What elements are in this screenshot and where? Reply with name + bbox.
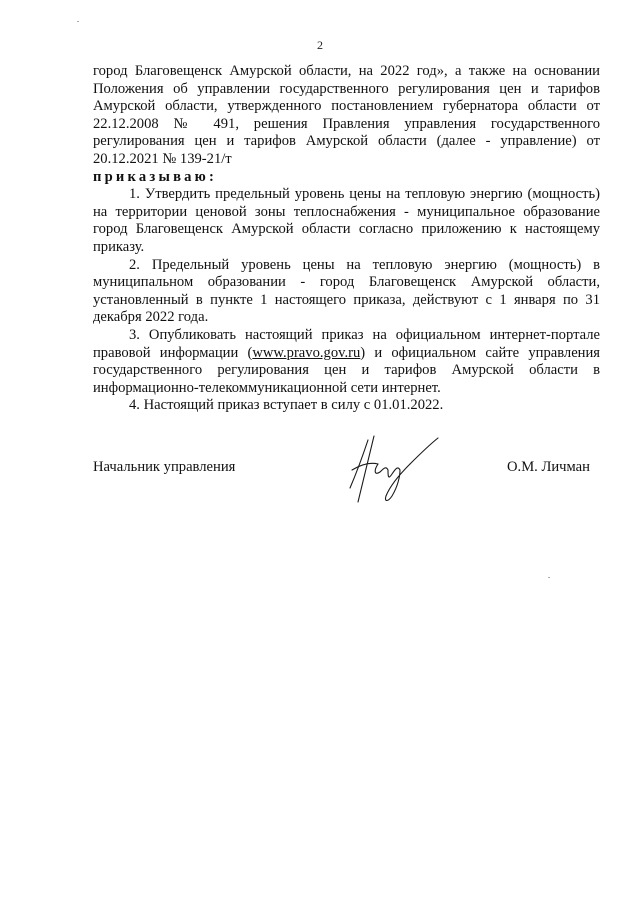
- item-4: 4. Настоящий приказ вступает в силу с 01.01.2022.: [129, 397, 444, 414]
- item-3-text-end: ) и официальном сайте управления государственного регулирования цен и тарифов Амурской области в информационно-телекоммуникационной сети интернет.: [93, 344, 601, 396]
- signatory-name: О.М. Личман: [507, 459, 590, 475]
- intro-paragraph: город Благовещенск Амурской области, на 2022 год», а также на основании Положения об управлении государственного регулирования цен и тарифов Амурской области, утвержденного постановлением губернатора области от 22.12.2008 № 491, решения Правления управления государственного регулирования цен и тарифов Амурской области (далее - управление) от 20.12.2021 № 139-21/т: [93, 63, 600, 167]
- handwritten-signature: [338, 430, 448, 510]
- document-body: [93, 63, 600, 415]
- item-3: [93, 327, 600, 397]
- signatory-title: Начальник управления: [93, 459, 236, 475]
- pravo-link[interactable]: www.pravo.gov.ru: [252, 344, 361, 361]
- page-number: 2: [317, 38, 323, 52]
- item-3-text-start: 3. Опубликовать настоящий приказ на официальном интернет-портале правовой информации (: [93, 326, 600, 361]
- scan-speck: [77, 21, 79, 22]
- item-1: 1. Утвердить предельный уровень цены на тепловую энергию (мощность) на территории ценовой зоны теплоснабжения - муниципальное образование город Благовещенск Амурской области согласно приложению к настоящему приказу.: [93, 186, 600, 255]
- scan-speck: [548, 577, 550, 578]
- item-2: 2. Предельный уровень цены на тепловую энергию (мощность) в муниципальном образовании - город Благовещенск Амурской области, установленный в пункте 1 настоящего приказа, действуют с 1 января по 31 декабря 2022 года.: [93, 256, 600, 326]
- decree-word: приказываю:: [93, 168, 218, 185]
